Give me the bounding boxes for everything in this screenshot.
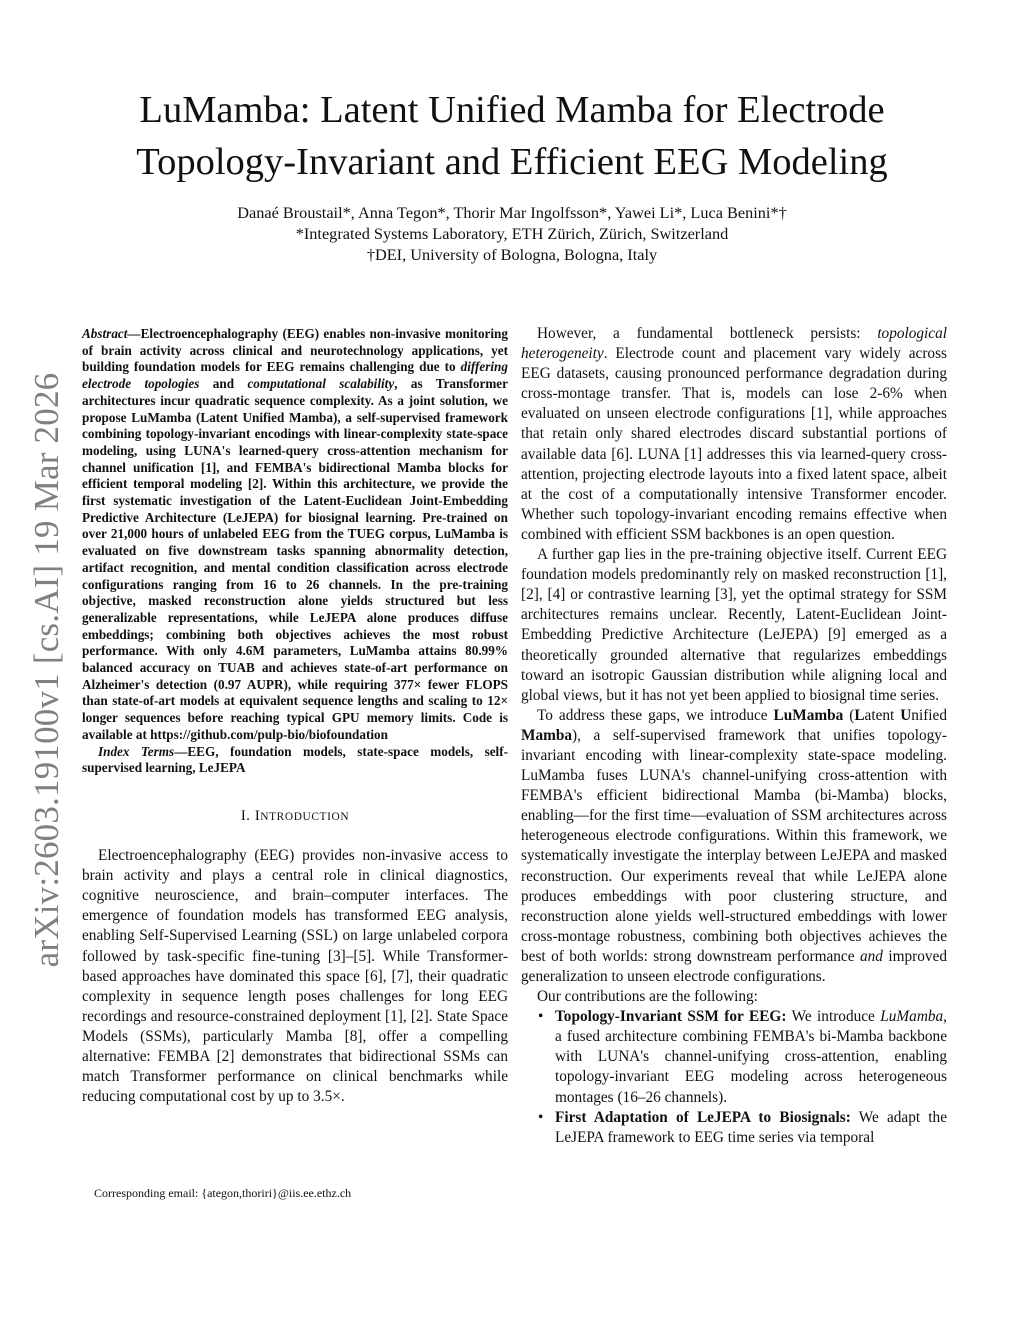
title-line-1: LuMamba: Latent Unified Mamba for Electrode	[139, 89, 885, 131]
intro-paragraph: Electroencephalography (EEG) provides non-invasive access to brain activity and plays a central role in clinical diagnostics, cognitive neuroscience, and brain–computer interfaces. The emergence of foundation models has transformed EEG analysis, enabling Self-Supervised Learning (SSL) on large unlabeled corpora followed by task-specific fine-tuning [3]–[5]. While Transformer-based approaches have dominated this space [6], [7], their quadratic complexity in sequence length poses challenges for long EEG recordings and resource-constrained deployment [1], [2]. State Space Models (SSMs), particularly Mamba [8], offer a compelling alternative: FEMBA [2] demonstrates that bidirectional SSMs can match Transformer performance on clinical benchmarks while reducing computational cost by up to 3.5×.	[82, 847, 508, 1106]
affiliation-eth: *Integrated Systems Laboratory, ETH Zürich, Zürich, Switzerland	[295, 224, 729, 243]
author-block	[60, 202, 964, 265]
bullet-icon: •	[538, 1108, 544, 1126]
contribution-item: • Topology-Invariant SSM for EEG: We introduce LuMamba, a fused architecture combining FEMBA's bi-Mamba backbone with LUNA's channel-unifying cross-attention, enabling topology-invariant EEG modeling across heterogeneous montages (16–26 channels).	[538, 1008, 947, 1106]
title-line-2: Topology-Invariant and Efficient EEG Modeling	[136, 141, 888, 183]
right-column	[521, 324, 947, 1148]
contribution-item: • First Adaptation of LeJEPA to Biosignals: We adapt the LeJEPA framework to EEG time series via temporal	[538, 1108, 947, 1146]
contributions-list	[521, 1007, 947, 1148]
paragraph-pretraining-gap: A further gap lies in the pre-training objective itself. Current EEG foundation models predominantly rely on masked reconstruction [1], [2], [4] or contrastive learning [3], yet the optimal strategy for SSM architectures remains unclear. Recently, Latent-Euclidean Joint-Embedding Predictive Architecture (LeJEPA) [9] emerged as a theoretically grounded alternative that regularizes embeddings toward an isotropic Gaussian distribution while aligning local and global views, but it has not yet been applied to biosignal time series.	[521, 546, 947, 704]
paper-title	[60, 84, 964, 188]
abstract: Abstract—Electroencephalography (EEG) enables non-invasive monitoring of brain activity across clinical and neurotechnology applications, yet building foundation models for EEG remains challenging due to differing electrode topologies and computational scalability, as Transformer architectures incur quadratic sequence complexity. As a joint solution, we propose LuMamba (Latent Unified Mamba), a self-supervised framework combining topology-invariant encodings with linear-complexity state-space modeling, using LUNA's learned-query cross-attention mechanism for channel unification [1], and FEMBA's bidirectional Mamba blocks for efficient temporal modeling [2]. Within this architecture, we provide the first systematic investigation of the Latent-Euclidean Joint-Embedding Predictive Architecture (LeJEPA) for biosignal learning. Pre-trained on over 21,000 hours of unlabeled EEG from the TUEG corpus, LuMamba is evaluated on five downstream tasks spanning abnormality detection, artifact recognition, and mental condition classification across electrode configurations ranging from 16 to 26 channels. In the pre-training objective, masked reconstruction alone yields structured but less generalizable representations, while LeJEPA alone produces diffuse embeddings; combining both objectives achieves the most robust performance. With only 4.6M parameters, LuMamba attains 80.99% balanced accuracy on TUAB and achieves state-of-art performance on Alzheimer's detection (0.97 AUPR), while requiring 377× fewer FLOPS than state-of-art models at equivalent sequence lengths and scaling to 12× longer sequences before reaching typical GPU memory limits. Code is available at https://github.com/pulp-bio/biofoundation	[82, 326, 509, 742]
affiliation-bologna: †DEI, University of Bologna, Bologna, Italy	[366, 245, 658, 264]
paragraph-topology: However, a fundamental bottleneck persists: topological heterogeneity. Electrode count and placement vary widely across EEG datasets, causing pronounced performance degradation during cross-montage transfer. That is, models can lose 2-6% when evaluated on unseen electrode configurations [1], while approaches that retain only shared electrodes discard substantial portions of available data [6]. LUNA [1] addresses this via learned-query cross-attention, projecting electrode layouts into a fixed latent space, albeit at the cost of a computationally intensive Transformer encoder. Whether such topology-invariant encoding remains effective when combined with efficient SSM backbones is an open question.	[521, 325, 947, 543]
bullet-icon: •	[538, 1008, 544, 1026]
arxiv-sidebar	[22, 372, 72, 968]
paragraph-contributions-lead: Our contributions are the following:	[537, 988, 758, 1006]
section-heading-introduction: I. INTRODUCTION	[240, 807, 350, 824]
author-list: Danaé Broustail*, Anna Tegon*, Thorir Mar Ingolfsson*, Yawei Li*, Luca Benini*†	[237, 203, 787, 222]
arxiv-identifier: arXiv:2603.19100v1 [cs.AI] 19 Mar 2026	[27, 372, 66, 968]
index-terms-label: Index Terms	[98, 743, 175, 759]
corresponding-email-footnote: Corresponding email: {ategon,thoriri}@iis.ee.ethz.ch	[94, 1186, 352, 1200]
abstract-label: Abstract—	[82, 326, 141, 341]
index-terms: Index Terms—EEG, foundation models, state-space models, self-supervised learning, LeJEPA	[82, 743, 508, 776]
left-column	[82, 326, 508, 1107]
paragraph-lumamba-intro: To address these gaps, we introduce LuMamba (Latent Unified Mamba), a self-supervised framework that unifies topology-invariant encoding with linear-complexity state-space modeling. LuMamba fuses LUNA's channel-unifying cross-attention with FEMBA's efficient bidirectional Mamba (bi-Mamba) blocks, enabling—for the first time—evaluation of SSM architectures across heterogeneous electrode configurations. Within this framework, we systematically investigate the interplay between LeJEPA and masked reconstruction. Our experiments reveal that while LeJEPA alone produces embeddings with poor clustering structure, and reconstruction alone yields well-structured embeddings with lower cross-montage robustness, combining both objectives achieves the best of both worlds: strong downstream performance and improved generalization to unseen electrode configurations.	[521, 706, 948, 985]
